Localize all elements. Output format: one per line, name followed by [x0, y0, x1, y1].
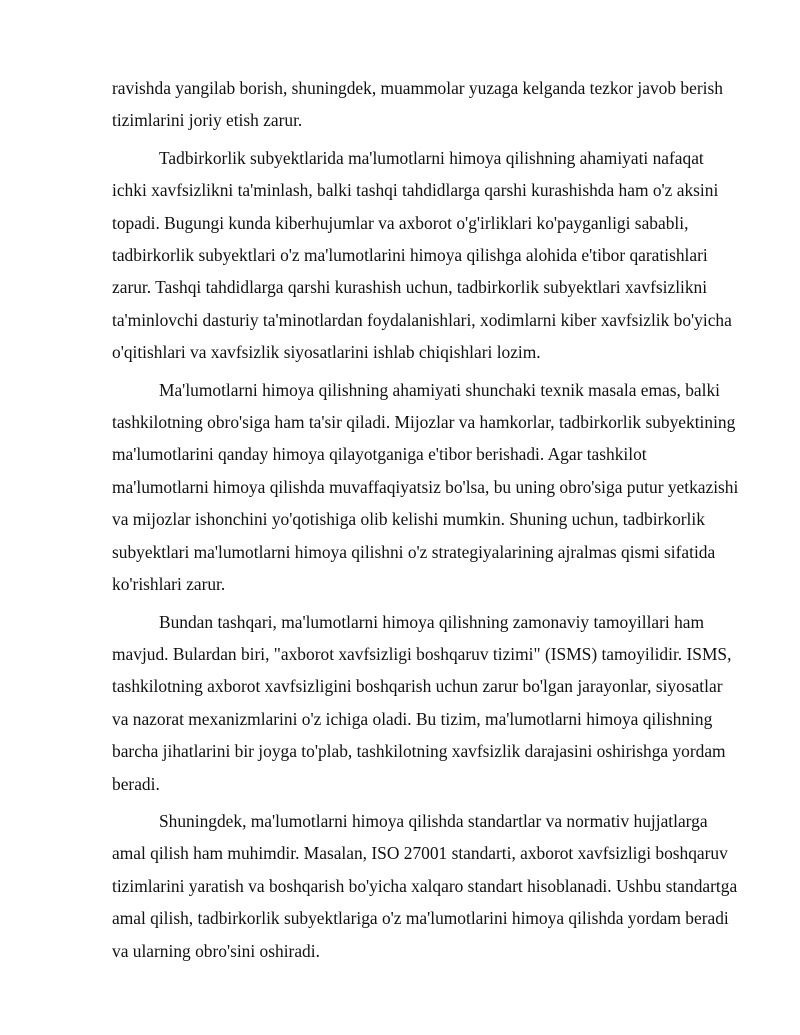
paragraph-standards: Shuningdek, ma'lumotlarni himoya qilishda standartlar va normativ hujjatlarga amal qilish ham muhimdir. Masalan, ISO 27001 standarti, axborot xavfsizligi boshqaruv tizimlarini yaratish va boshqarish bo'yicha xalqaro standart hisoblanadi. Ushbu standartga amal qilish, tadbirkorlik subyektlariga o'z ma'lumotlarini himoya qilishda yordam beradi va ularning obro'sini oshiradi. — [112, 810, 738, 961]
paragraph-continuation: ravishda yangilab borish, shuningdek, muammolar yuzaga kelganda tezkor javob berish tizimlarini joriy etish zarur. — [112, 78, 723, 131]
paragraph-external-threats: Tadbirkorlik subyektlarida ma'lumotlarni himoya qilishning ahamiyati nafaqat ichki xavfsizlikni ta'minlash, balki tashqi tahdidlarga qarshi kurashishda ham o'z aksini topadi. Bugungi kunda kiberhujumlar va axborot o'g'irliklari ko'payganligi sababli, tadbirkorlik subyektlari o'z ma'lumotlarini himoya qilishga alohida e'tibor qaratishlari zarur. Tashqi tahdidlarga qarshi kurashish uchun, tadbirkorlik subyektlari xavfsizlikni ta'minlovchi dasturiy ta'minotlardan foydalanishlari, xodimlarni kiber xavfsizlik bo'yicha o'qitishlari va xavfsizlik siyosatlarini ishlab chiqishlari lozim. — [112, 147, 732, 363]
document-page — [112, 72, 740, 972]
paragraph-isms: Bundan tashqari, ma'lumotlarni himoya qilishning zamonaviy tamoyillari ham mavjud. Bulardan biri, "axborot xavfsizligi boshqaruv tizimi" (ISMS) tamoyilidir. ISMS, tashkilotning axborot xavfsizligini boshqarish uchun zarur bo'lgan jarayonlar, siyosatlar va nazorat mexanizmlarini o'z ichiga oladi. Bu tizim, ma'lumotlarni himoya qilishning barcha jihatlarini bir joyga to'plab, tashkilotning xavfsizlik darajasini oshirishga yordam beradi. — [112, 611, 732, 794]
paragraph-reputation: Ma'lumotlarni himoya qilishning ahamiyati shunchaki texnik masala emas, balki tashkilotning obro'siga ham ta'sir qiladi. Mijozlar va hamkorlar, tadbirkorlik subyektining ma'lumotlarini qanday himoya qilayotganiga e'tibor berishadi. Agar tashkilot ma'lumotlarni himoya qilishda muvaffaqiyatsiz bo'lsa, bu uning obro'siga putur yetkazishi va mijozlar ishonchini yo'qotishiga olib kelishi mumkin. Shuning uchun, tadbirkorlik subyektlari ma'lumotlarni himoya qilishni o'z strategiyalarining ajralmas qismi sifatida ko'rishlari zarur. — [112, 379, 739, 595]
